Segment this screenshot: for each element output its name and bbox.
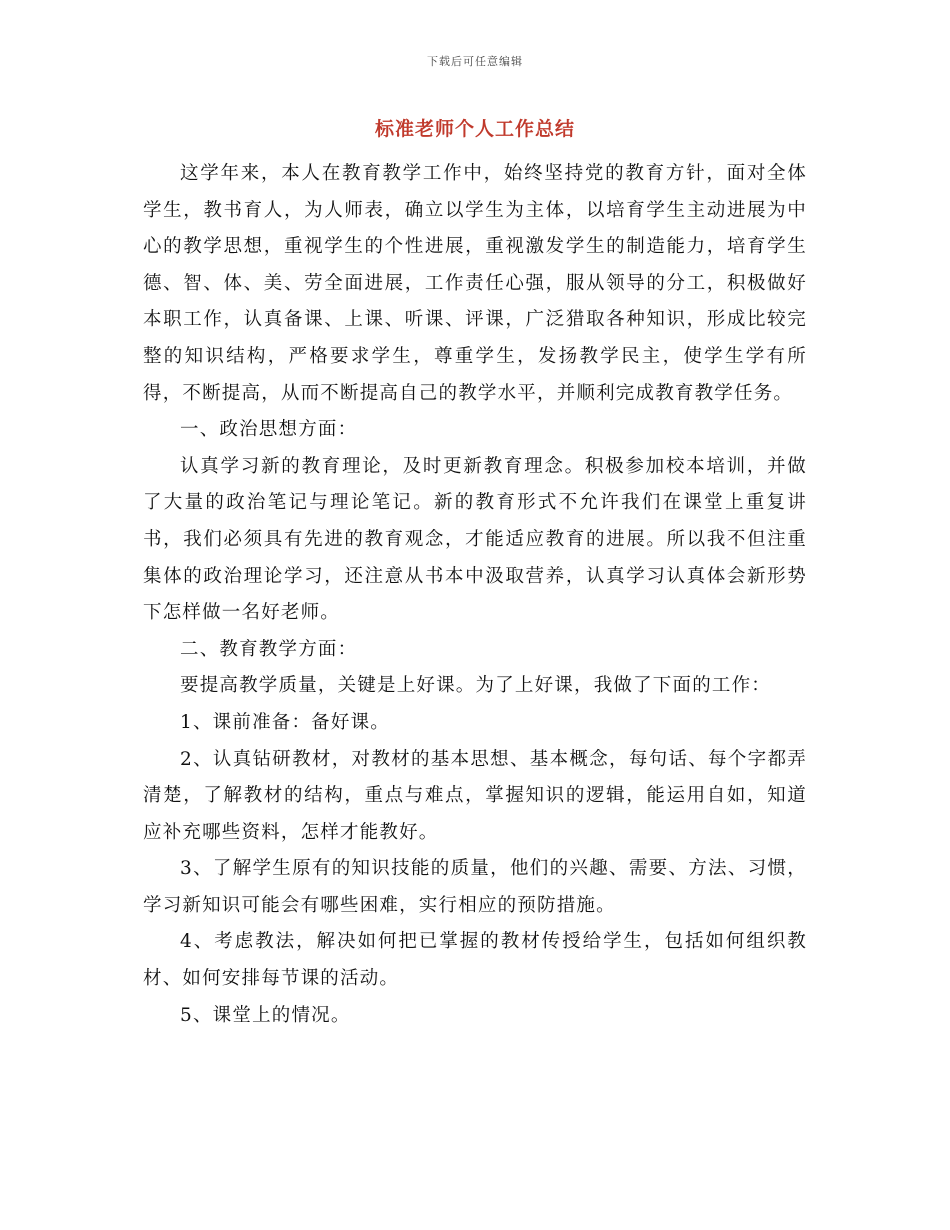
list-item-4: 4、考虑教法，解决如何把已掌握的教材传授给学生，包括如何组织教材、如何安排每节课的活动。 [143, 931, 807, 990]
section-heading-teaching: 二、教育教学方面： [180, 638, 358, 660]
list-item-5: 5、课堂上的情况。 [180, 1004, 351, 1026]
list-item-1: 1、课前准备：备好课。 [180, 711, 390, 733]
document-title: 标准老师个人工作总结 [374, 118, 575, 140]
section-heading-politics: 一、政治思想方面： [180, 419, 358, 441]
list-item-3: 3、了解学生原有的知识技能的质量，他们的兴趣、需要、方法、习惯，学习新知识可能会有哪些困难，实行相应的预防措施。 [143, 858, 807, 916]
paragraph-teaching-intro: 要提高教学质量，关键是上好课。为了上好课，我做了下面的工作： [180, 675, 772, 697]
paragraph-intro: 这学年来，本人在教育教学工作中，始终坚持党的教育方针，面对全体学生，教书育人，为人师表，确立以学生为主体，以培育学生主动进展为中心的教学思想，重视学生的个性进展，重视激发学生的制造能力，培育学生德、智、体、美、劳全面进展，工作责任心强，服从领导的分工，积极做好本职工作，认真备课、上课、听课、评课，广泛猎取各种知识，形成比较完整的知识结构，严格要求学生，尊重学生，发扬教学民主，使学生学有所得，不断提高，从而不断提高自己的教学水平，并顺利完成教育教学任务。 [143, 163, 807, 404]
paragraph-politics: 认真学习新的教育理论，及时更新教育理念。积极参加校本培训，并做了大量的政治笔记与理论笔记。新的教育形式不允许我们在课堂上重复讲书，我们必须具有先进的教育观念，才能适应教育的进展。所以我不但注重集体的政治理论学习，还注意从书本中汲取营养，认真学习认真体会新形势下怎样做一名好老师。 [143, 455, 807, 624]
header-note: 下载后可任意编辑 [427, 55, 523, 68]
list-item-2: 2、认真钻研教材，对教材的基本思想、基本概念，每句话、每个字都弄清楚，了解教材的结构，重点与难点，掌握知识的逻辑，能运用自如，知道应补充哪些资料，怎样才能教好。 [143, 748, 807, 843]
document-body [143, 156, 807, 1034]
